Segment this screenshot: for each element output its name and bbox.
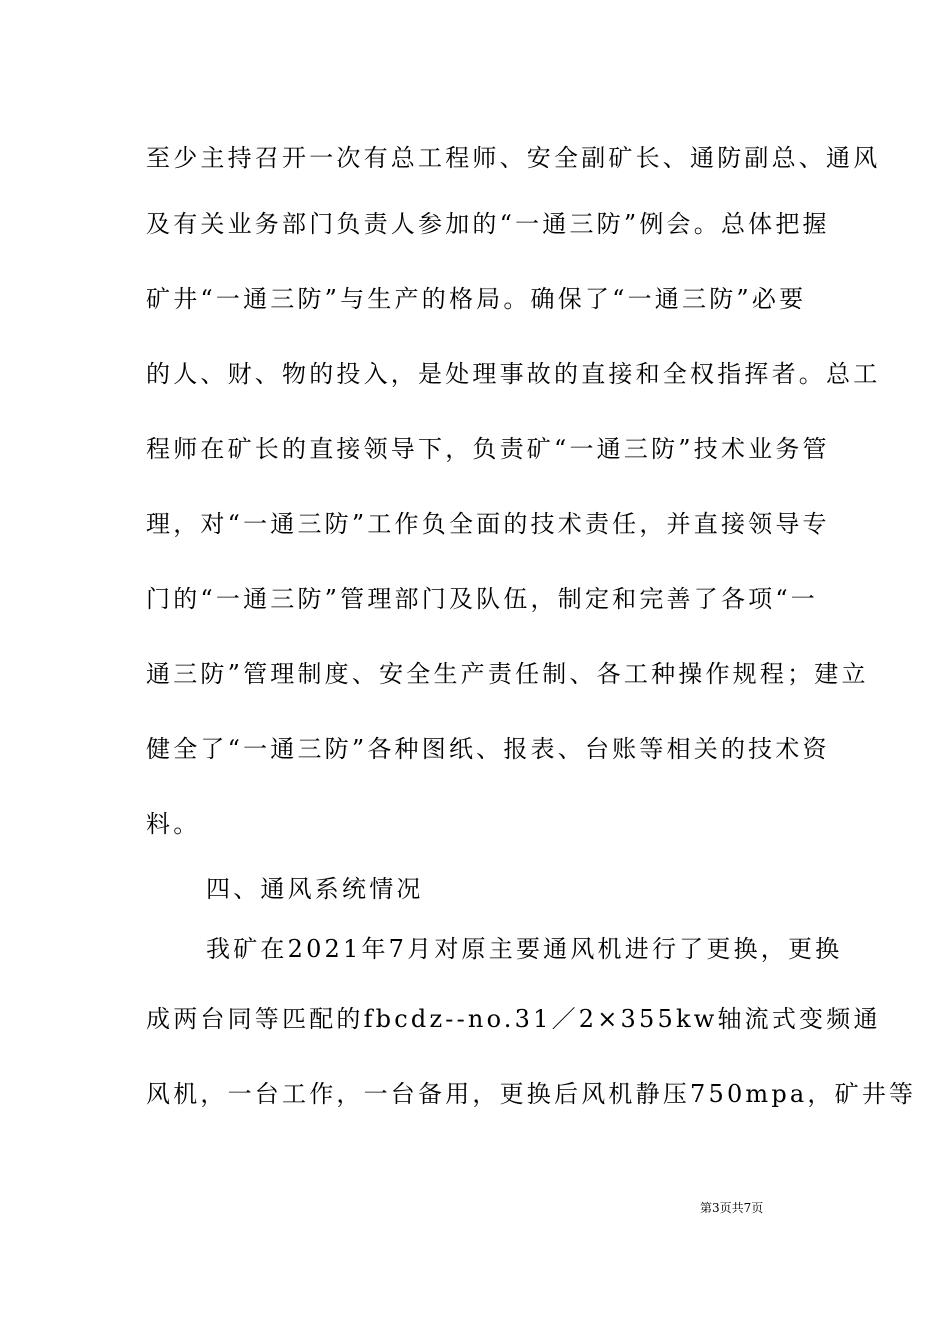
text-line-7: 门的“一通三防”管理部门及队伍，制定和完善了各项“一 [146,585,819,613]
text-line-8: 通三防”管理制度、安全生产责任制、各工种操作规程；建立 [146,660,869,688]
text-line-5: 程师在矿长的直接领导下，负责矿“一通三防”技术业务管 [146,435,830,463]
text-line-2: 及有关业务部门负责人参加的“一通三防”例会。总体把握 [146,210,830,238]
text-line-14: 风机，一台工作，一台备用，更换后风机静压750mpa，矿井等 [146,1080,917,1108]
text-line-9: 健全了“一通三防”各种图纸、报表、台账等相关的技术资 [146,735,830,763]
text-line-13: 成两台同等匹配的fbcdz--no.31／2×355kw轴流式变频通 [146,1005,881,1033]
text-line-1: 至少主持召开一次有总工程师、安全副矿长、通防副总、通风 [146,144,881,172]
text-line-6: 理，对“一通三防”工作负全面的技术责任，并直接领导专 [146,510,830,538]
text-line-10: 料。 [146,810,201,838]
text-line-12: 我矿在2021年7月对原主要通风机进行了更换，更换 [206,935,843,963]
text-line-4: 的人、财、物的投入，是处理事故的直接和全权指挥者。总工 [146,360,881,388]
page-number-footer: 第3页共7页 [700,1201,764,1215]
text-line-3: 矿井“一通三防”与生产的格局。确保了“一通三防”必要 [146,285,807,313]
section-heading: 四、通风系统情况 [206,875,424,903]
